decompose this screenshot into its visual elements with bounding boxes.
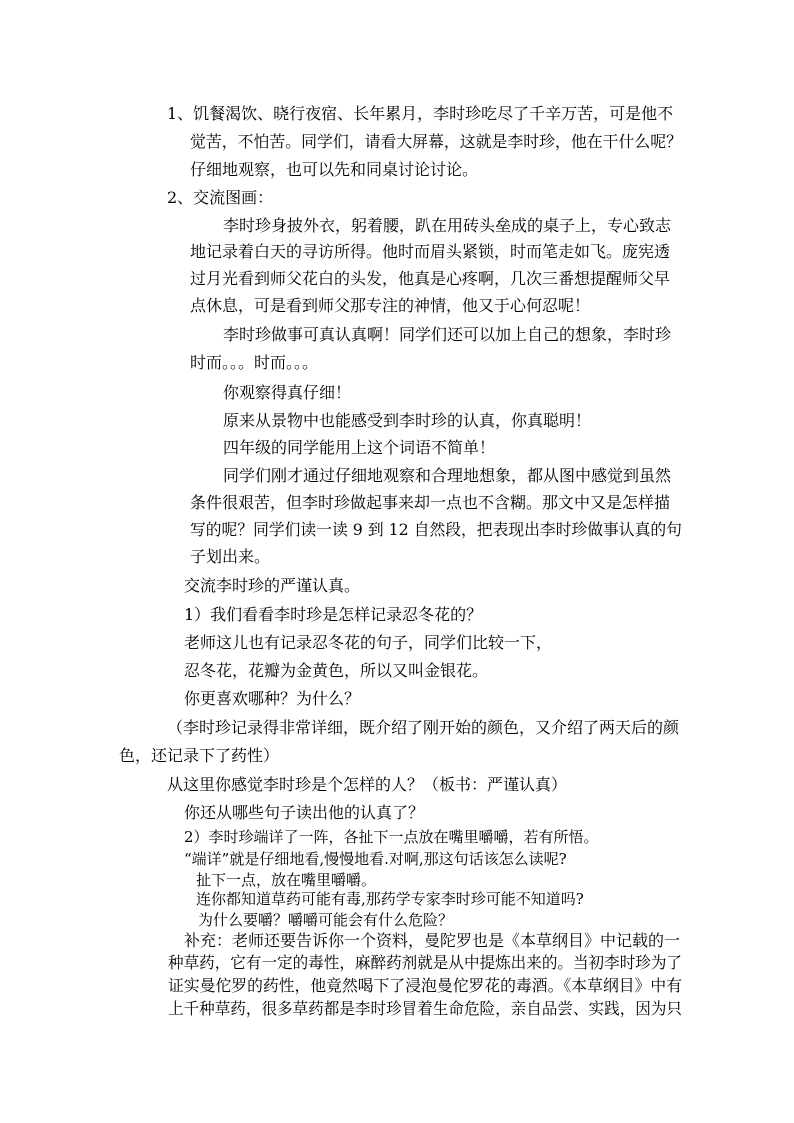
text-line: 四年级的同学能用上这个词语不简单！ [223,438,496,457]
text-line: 子划出来。 [190,547,271,566]
text-line: 原来从景物中也能感受到李时珍的认真，你真聪明！ [223,411,592,430]
text-line: 老师这儿也有记录忍冬花的句子，同学们比较一下， [184,633,553,652]
text-line: 过月光看到师父花白的头发，他真是心疼啊，几次三番想提醒师父早 [190,269,671,288]
text-line: 点休息，可是看到师父那专注的神情，他又于心何忍呢！ [190,296,591,315]
text-line: 色，还记录下了药性） [119,746,280,765]
text-line: 从这里你感觉李时珍是个怎样的人？（板书：严谨认真） [167,775,568,794]
text-line: 条件很艰苦，但李时珍做起事来却一点也不含糊。那文中又是怎样描 [190,493,671,512]
text-line: 李时珍做事可真认真啊！同学们还可以加上自己的想象，李时珍 [223,325,672,344]
text-line: 2、交流图画： [167,188,274,207]
text-line: 你更喜欢哪种？为什么？ [184,689,361,708]
text-line: 为什么要嚼？嚼嚼可能会有什么危险？ [198,911,454,929]
text-line: 李时珍身披外衣，躬着腰，趴在用砖头垒成的桌子上，专心致志 [223,216,672,235]
text-line: 你观察得真仔细！ [223,383,352,402]
text-line: 种草药，它有一定的毒性，麻醉药剂就是从中提炼出来的。当初李时珍为了 [168,953,683,972]
text-line: 补充：老师还要告诉你一个资料，曼陀罗也是《本草纲目》中记载的一 [184,931,681,950]
text-line: 1、饥餐渴饮、晓行夜宿、长年累月，李时珍吃尽了千辛万苦，可是他不 [167,104,674,123]
text-line: 1）我们看看李时珍是怎样记录忍冬花的？ [184,605,483,624]
text-line: 忍冬花，花瓣为金黄色，所以又叫金银花。 [184,661,489,680]
text-line: 地记录着白天的寻访所得。他时而眉头紧锁，时而笔走如飞。庞宪透 [190,242,671,261]
text-line: 同学们刚才通过仔细地观察和合理地想象，都从图中感觉到虽然 [223,466,672,485]
text-line: 觉苦，不怕苦。同学们，请看大屏幕，这就是李时珍，他在干什么呢？ [190,132,682,151]
text-line: 时而。。。时而。。。 [190,353,319,372]
text-line: 仔细地观察，也可以先和同桌讨论讨论。 [190,160,479,179]
text-line: 证实曼佗罗的药性，他竟然喝下了浸泡曼佗罗花的毒酒。《本草纲目》中有 [168,976,683,995]
text-line: （李时珍记录得非常详细，既介绍了刚开始的颜色，又介绍了两天后的颜 [167,718,680,737]
text-line: 连你都知道草药可能有毒,那药学专家李时珍可能不知道吗? [196,890,584,908]
text-line: 你还从哪些句子读出他的认真了？ [184,803,425,822]
text-line: 写的呢？同学们读一读 9 到 12 自然段，把表现出李时珍做事认真的句 [190,520,682,539]
text-line: “端详”就是仔细地看,慢慢地看.对啊,那这句话该怎么读呢? [184,850,567,868]
text-line: 上千种草药，很多草药都是李时珍冒着生命危险，亲自品尝、实践，因为只 [168,999,683,1018]
text-line: 交流李时珍的严谨认真。 [184,576,361,595]
text-line: 扯下一点，放在嘴里嚼嚼。 [196,871,377,889]
text-line: 2）李时珍端详了一阵，各扯下一点放在嘴里嚼嚼，若有所悟。 [184,828,599,846]
